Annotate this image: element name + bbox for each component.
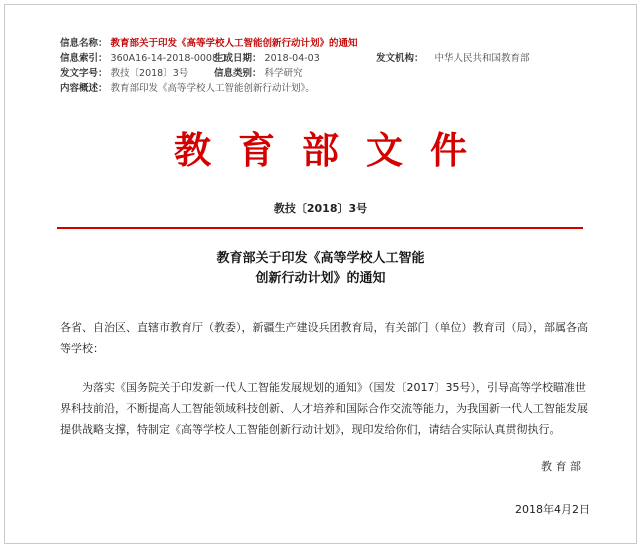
document-header-title: 教育部文件 — [174, 128, 494, 172]
meta-doc-no — [60, 67, 188, 80]
notice-title — [0, 249, 641, 289]
meta-doc-no-value: 教技〔2018〕3号 — [110, 68, 189, 79]
meta-issuer — [376, 52, 530, 65]
signature-org: 教 育 部 — [541, 460, 581, 473]
meta-category-label: 信息类别： — [214, 68, 262, 79]
meta-issue-date-label: 生成日期： — [214, 53, 262, 64]
meta-doc-no-label: 发文字号： — [60, 68, 108, 79]
meta-info-index-label: 信息索引： — [60, 53, 108, 64]
meta-issuer-label: 发文机构： — [376, 53, 424, 64]
meta-info-name-value: 教育部关于印发《高等学校人工智能创新行动计划》的通知 — [110, 38, 358, 49]
meta-summary-label: 内容概述： — [60, 83, 108, 94]
body-paragraph: 为落实《国务院关于印发新一代人工智能发展规划的通知》（国发〔2017〕35号），引导高等学校瞄准世界科技前沿，不断提高人工智能领域科技创新、人才培养和国际合作交流等能力，为我国新一代人工智能发展提供战略支撑，特制定《高等学校人工智能创新行动计划》，现印发给你们，请结合实际认真贯彻执行。 — [60, 381, 588, 436]
meta-issuer-value: 中华人民共和国教育部 — [434, 53, 530, 64]
meta-info-index-value: 360A16-14-2018-0008-1 — [110, 53, 228, 64]
signature-date: 2018年4月2日 — [515, 503, 590, 516]
meta-summary-value: 教育部印发《高等学校人工智能创新行动计划》。 — [110, 83, 315, 94]
meta-info-name — [60, 37, 358, 50]
notice-title-line2: 创新行动计划》的通知 — [255, 271, 386, 286]
meta-summary — [60, 82, 315, 95]
meta-category-value: 科学研究 — [264, 68, 303, 79]
addressee: 各省、自治区、直辖市教育厅（教委），新疆生产建设兵团教育局，有关部门（单位）教育司（局），部属各高等学校： — [60, 321, 588, 355]
meta-category — [214, 67, 303, 80]
document-number: 教技〔2018〕3号 — [273, 202, 368, 215]
red-divider — [57, 227, 583, 229]
meta-info-index — [60, 52, 227, 65]
meta-issue-date-value: 2018-04-03 — [264, 53, 320, 64]
meta-info-name-label: 信息名称： — [60, 38, 108, 49]
meta-issue-date — [214, 52, 320, 65]
notice-title-line1: 教育部关于印发《高等学校人工智能 — [216, 251, 425, 266]
